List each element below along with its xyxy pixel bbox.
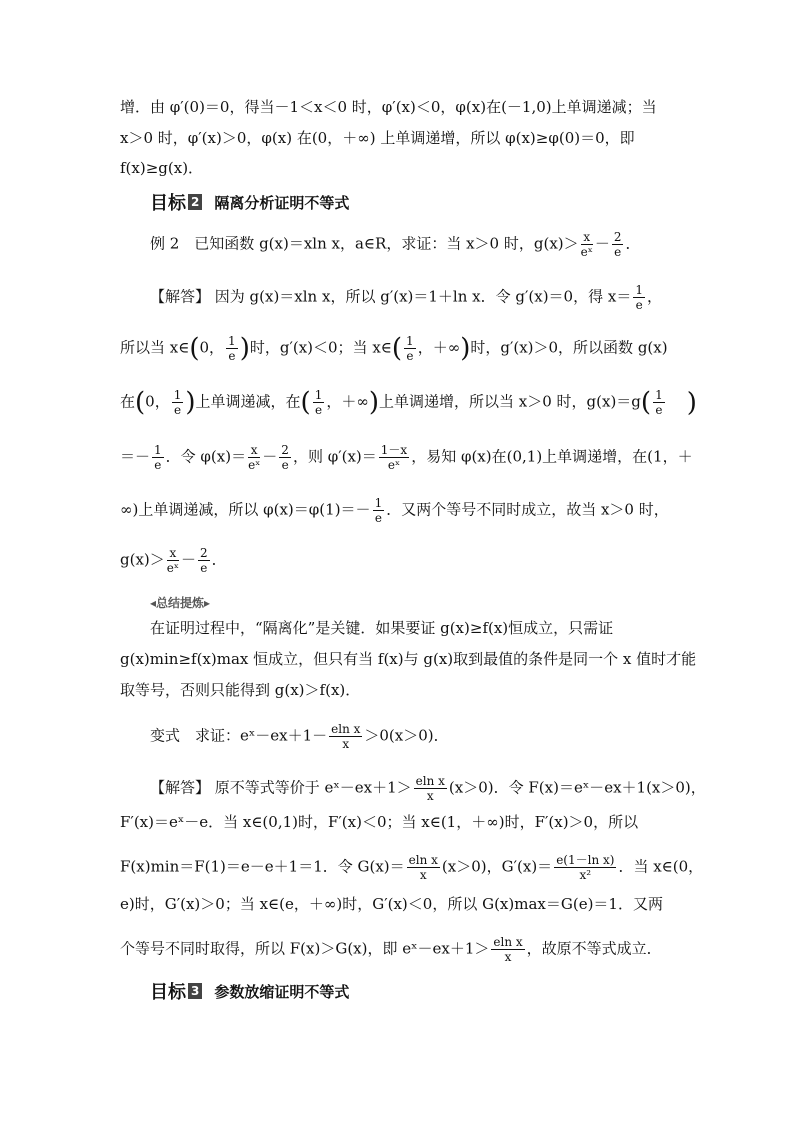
variant-solution: 【解答】 原不等式等价于 eˣ－ex＋1＞ $\frac{\text{eln x}}{x}$ (x＞0)．令 F(x)＝eˣ－ex＋1(x＞0)，	[150, 774, 706, 803]
solution-line: 所以当 x∈(0， $\frac{1}{e}$ )时，g′(x)＜0；当 x∈( $\frac{1}{e}$ ，＋∞)时，g′(x)＞0，所以函数 g(x)	[120, 333, 668, 364]
summary-line: 取等号，否则只能得到 g(x)＞f(x)．	[120, 681, 361, 699]
summary-tag: ◂总结提炼▸	[150, 596, 211, 610]
variant-solution: F′(x)＝eˣ－e．当 x∈(0,1)时，F′(x)＜0；当 x∈(1，＋∞)时，F′(x)＞0，所以	[120, 813, 639, 831]
variant-problem: 变式 求证：eˣ－ex＋1－ $\frac{\text{eln x}}{x}$ ＞0(x＞0)．	[150, 722, 449, 751]
text-line: x＞0 时，φ′(x)＞0，φ(x) 在(0，＋∞) 上单调递增，所以 φ(x)≥φ(0)＝0，即	[120, 129, 635, 147]
solution-line: 在(0， $\frac{1}{e}$ )上单调递减，在( $\frac{1}{e}$ ，＋∞)上单调递增，所以当 x＞0 时，g(x)＝g( $\frac{1}{e}$ )	[120, 387, 697, 418]
goal-badge: 目标 3	[150, 978, 202, 1004]
goal-3-heading	[150, 978, 349, 1004]
summary-line: g(x)min≥f(x)max 恒成立，但只有当 f(x)与 g(x)取到最值的条件是同一个 x 值时才能	[120, 650, 697, 668]
variant-solution: 个等号不同时取得，所以 F(x)＞G(x)，即 eˣ－ex＋1＞ $\frac{\text{eln x}}{x}$ ，故原不等式成立．	[120, 935, 662, 964]
text-line: 增．由 φ′(0)＝0，得当－1＜x＜0 时，φ′(x)＜0，φ(x)在(－1,0)上单调递减；当	[120, 98, 657, 116]
variant-solution: e)时，G′(x)＞0；当 x∈(e，＋∞)时，G′(x)＜0，所以 G(x)max＝G(e)＝1．又两	[120, 895, 663, 913]
solution-line: g(x)＞ $\frac{x}{\text{eˣ}}$ － $\frac{2}{e}$ ．	[120, 546, 227, 575]
summary-line: 在证明过程中，“隔离化”是关键．如果要证 g(x)≥f(x)恒成立，只需证	[150, 619, 614, 637]
text-line: f(x)≥g(x)．	[120, 159, 204, 177]
solution-line: 【解答】 因为 g(x)＝xln x，所以 g′(x)＝1＋ln x．令 g′(x)＝0，得 x＝ $\frac{1}{e}$ ，	[150, 283, 662, 312]
example-2: 例 2 已知函数 g(x)＝xln x，a∈R，求证：当 x＞0 时，g(x)＞ $\frac{x}{\text{eˣ}}$ － $\frac{2}{e}$ ．	[150, 230, 641, 259]
goal-badge: 目标 2	[150, 189, 202, 215]
goal-title: 隔离分析证明不等式	[214, 193, 350, 212]
variant-solution: F(x)min＝F(1)＝e－e＋1＝1．令 G(x)＝ $\frac{\text{eln x}}{x}$ (x＞0)，G′(x)＝ $\frac{\text{e(1－ln x)}}{\text{x²}}$ ．当 x∈(0，	[120, 853, 704, 882]
solution-line: ∞)上单调递减，所以 φ(x)＝φ(1)＝－ $\frac{1}{e}$ ．又两个等号不同时成立，故当 x＞0 时，	[120, 496, 669, 525]
goal-2-heading	[150, 189, 349, 215]
solution-line: ＝－ $\frac{1}{e}$ ．令 φ(x)＝ $\frac{x}{\text{eˣ}}$ － $\frac{2}{e}$ ，则 φ′(x)＝ $\frac{1-x}{\text{eˣ}}$ ，易知 φ(x)在(0,1)上单调递增，在(1，＋	[120, 443, 693, 472]
goal-title: 参数放缩证明不等式	[214, 982, 350, 1001]
